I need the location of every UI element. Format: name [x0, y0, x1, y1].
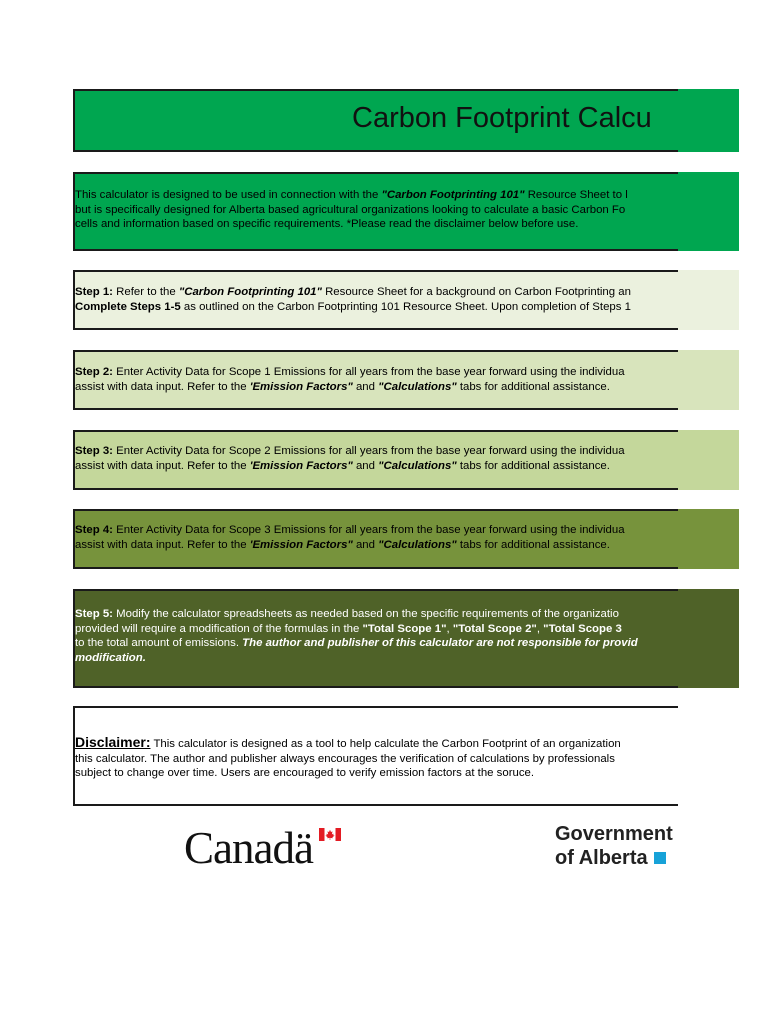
title-banner-overflow: [678, 89, 739, 152]
page-title: Carbon Footprint Calcu: [352, 102, 652, 134]
step-3-line-2-pre: assist with data input. Refer to the: [75, 459, 250, 472]
step-4-line-2-pre: assist with data input. Refer to the: [75, 538, 250, 551]
intro-line-1-post: Resource Sheet to l: [524, 189, 628, 201]
step-3-line-1-text: Enter Activity Data for Scope 2 Emissions for all years from the base year forward using the individua: [112, 445, 625, 457]
step-1-line-2: [75, 300, 677, 315]
step-3-line-2-post: tabs for additional assistance.: [456, 459, 610, 472]
step-2-line-1-text: Enter Activity Data for Scope 1 Emissions for all years from the base year forward using the individua: [112, 366, 625, 378]
alberta-square-icon: [654, 852, 666, 864]
total-scope-2-ref: "Total Scope 2": [452, 622, 537, 635]
intro-line-3: cells and information based on specific requirements. *Please read the disclaimer below before use.: [75, 218, 579, 231]
step-4-line-2-post: tabs for additional assistance.: [456, 538, 610, 551]
step-4-line-2-mid: and: [352, 538, 379, 551]
canada-wordmark-logo: [184, 823, 313, 873]
step-5-separator-1: ,: [446, 622, 453, 635]
canada-wordmark: Canadä: [184, 823, 313, 873]
step-2-label: Step 2:: [75, 366, 113, 378]
step-2-text: [75, 365, 677, 394]
step-1-text: [75, 285, 677, 314]
alberta-logo-line-2: of Alberta: [555, 847, 648, 869]
step-2-line-2-post: tabs for additional assistance.: [456, 380, 610, 393]
step-1-line-2-post: as outlined on the Carbon Footprinting 101 Resource Sheet. Upon completion of Steps 1: [180, 300, 631, 313]
calculations-tab-ref: "Calculations": [378, 380, 457, 393]
step-2-line-1: [75, 365, 677, 380]
liability-notice-end: modification.: [75, 651, 146, 664]
step-1-complete-steps: Complete Steps 1-5: [75, 300, 181, 313]
step-2-line-2-mid: and: [352, 380, 379, 393]
step-2-panel-overflow: [678, 350, 739, 410]
step-3-line-1: [75, 444, 677, 459]
intro-line-1: [75, 188, 677, 203]
intro-panel-overflow: [678, 172, 739, 251]
step-4-line-1: [75, 523, 677, 538]
step-3-line-2-mid: and: [352, 459, 379, 472]
calculations-tab-ref: "Calculations": [378, 538, 457, 551]
step-4-text: [75, 523, 677, 552]
government-of-alberta-logo: [555, 822, 681, 870]
step-1-resource-name: "Carbon Footprinting 101": [178, 286, 322, 298]
disclaimer-line-1-text: This calculator is designed as a tool to help calculate the Carbon Footprint of an organization: [150, 738, 621, 750]
step-5-line-4: [75, 651, 677, 666]
disclaimer-line-2: this calculator. The author and publisher always encourages the verification of calculations by professionals: [75, 752, 615, 765]
step-5-text: [75, 607, 677, 665]
intro-line-1-pre: This calculator is designed to be used in connection with the: [75, 189, 382, 201]
disclaimer-label: Disclaimer:: [75, 735, 151, 750]
intro-line-2: but is specifically designed for Alberta based agricultural organizations looking to calculate a basic Carbon Fo: [75, 203, 626, 216]
step-5-line-1: [75, 607, 677, 622]
emission-factors-tab-ref: 'Emission Factors": [249, 459, 353, 472]
step-2-line-2-pre: assist with data input. Refer to the: [75, 380, 250, 393]
step-1-label: Step 1:: [75, 286, 113, 298]
disclaimer-line-3: subject to change over time. Users are encouraged to verify emission factors at the soruce.: [75, 767, 535, 780]
step-5-line-3: [75, 636, 677, 651]
canada-flag-icon: [319, 828, 341, 841]
step-5-separator-2: ,: [536, 622, 544, 635]
emission-factors-tab-ref: 'Emission Factors": [249, 380, 353, 393]
alberta-logo-line-1: Government: [555, 823, 673, 845]
disclaimer-text: [75, 735, 677, 781]
step-5-label: Step 5:: [75, 608, 113, 620]
alberta-logo-line-2-wrap: [555, 846, 681, 870]
step-2-line-2: [75, 380, 677, 395]
total-scope-1-ref: "Total Scope 1": [362, 622, 447, 635]
disclaimer-line-1: [75, 735, 677, 752]
step-4-panel-overflow: [678, 509, 739, 569]
step-3-label: Step 3:: [75, 445, 113, 457]
step-1-panel-overflow: [678, 270, 739, 330]
step-5-line-2: [75, 622, 677, 637]
liability-notice: The author and publisher of this calculator are not responsible for provid: [242, 637, 638, 650]
step-3-text: [75, 444, 677, 473]
emission-factors-tab-ref: 'Emission Factors": [249, 538, 353, 551]
step-1-line-1: [75, 285, 677, 300]
step-3-panel-overflow: [678, 430, 739, 490]
step-5-line-2-pre: provided will require a modification of the formulas in the: [75, 622, 363, 635]
calculations-tab-ref: "Calculations": [378, 459, 457, 472]
step-4-label: Step 4:: [75, 524, 113, 536]
intro-text: [75, 188, 677, 232]
step-1-line-1-post: Resource Sheet for a background on Carbon Footprinting an: [321, 286, 631, 298]
step-5-line-3-pre: to the total amount of emissions.: [75, 637, 243, 650]
step-5-panel-overflow: [678, 589, 739, 688]
step-3-line-2: [75, 459, 677, 474]
resource-sheet-name: "Carbon Footprinting 101": [381, 189, 525, 201]
step-5-line-1-text: Modify the calculator spreadsheets as needed based on the specific requirements of the organizatio: [112, 608, 619, 620]
step-4-line-2: [75, 538, 677, 553]
step-4-line-1-text: Enter Activity Data for Scope 3 Emissions for all years from the base year forward using the individua: [112, 524, 625, 536]
step-1-line-1-pre: Refer to the: [112, 286, 179, 298]
total-scope-3-ref: "Total Scope 3: [543, 622, 622, 635]
